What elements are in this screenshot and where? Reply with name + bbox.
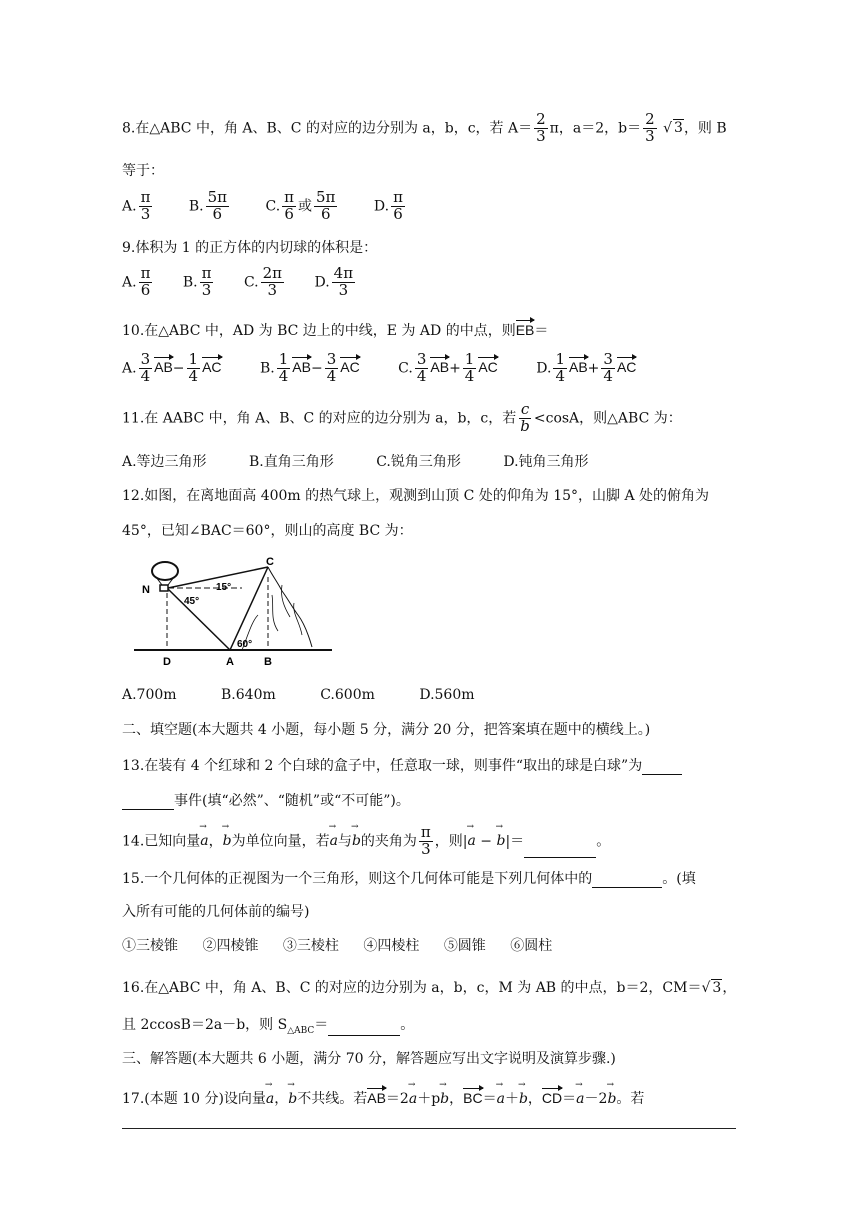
answer-blank[interactable] (592, 887, 662, 888)
q9-text: 9.体积为 1 的正方体的内切球的体积是： (122, 240, 378, 256)
option-d: D. $\frac{1}{4}$ AB+ $\frac{3}{4}$ AC (536, 350, 637, 385)
answer-blank[interactable] (524, 857, 596, 858)
angle-45: 45° (184, 596, 200, 607)
label-a: A (226, 656, 234, 668)
item-2: ②四棱锥 (202, 938, 259, 954)
q15-items (122, 935, 582, 955)
q12-options (122, 687, 505, 703)
option-c: C. $\frac{2\pi}{3}$ (243, 264, 283, 299)
option-a: A.700m (122, 687, 177, 703)
q11-text: 11.在 AABC 中，角 A、B、C 的对应的边分别为 a，b，c，若 $\frac{c}{b}$ <cosA，则△ABC 为： (122, 400, 682, 435)
q8-options (122, 190, 437, 223)
option-b: B. $\frac{1}{4}$ AB− $\frac{3}{4}$ AC (259, 350, 360, 385)
option-a: A.等边三角形 (122, 454, 207, 470)
option-c: C.600m (320, 687, 375, 703)
item-4: ④四棱柱 (363, 938, 420, 954)
q13-line1: 13.在装有 4 个红球和 2 个白球的盒子中，任意取一球，则事件“取出的球是白球”为 (122, 755, 682, 775)
option-b: B.直角三角形 (249, 454, 334, 470)
q12-line2: 45°，已知∠BAC＝60°，则山的高度 BC 为： (122, 523, 413, 539)
fraction: $\frac{2}{3}$ (536, 110, 546, 145)
sqrt-symbol: √ (663, 120, 673, 137)
option-c: C. $\frac{3}{4}$ AB+ $\frac{1}{4}$ AC (398, 350, 498, 385)
section-2-heading: 二、填空题(本大题共 4 小题，每小题 5 分，满分 20 分，把答案填在题中的横线上。) (122, 722, 651, 738)
label-c: C (266, 556, 274, 568)
item-1: ①三棱锥 (122, 938, 178, 954)
q10-text: 10.在△ABC 中，AD 为 BC 边上的中线，E 为 AD 的中点，则EB＝ (122, 322, 549, 339)
option-b: B. $\frac{5\pi}{6}$ (188, 188, 228, 223)
label-b: B (264, 656, 272, 668)
label-d: D (163, 656, 171, 668)
q17-text: 17.(本题 10 分)设向量a →，b →不共线。若AB＝2a →＋pb →，BC＝a →＋b →，CD＝a →－2b →。若 (122, 1088, 644, 1108)
q14-text: 14.已知向量a →，b →为单位向量，若a →与b →的夹角为 $\frac{\pi}{3}$ ，则|a → − b →|＝ 。 (122, 825, 610, 858)
option-d: D.560m (419, 687, 475, 703)
option-a: A. $\frac{3}{4}$ AB− $\frac{1}{4}$ AC (122, 350, 222, 385)
item-6: ⑥圆柱 (510, 938, 553, 954)
q8-line: 8.在△ABC 中，角 A、B、C 的对应的边分别为 a，b，c，若 A＝ $\frac{2}{3}$ π，a＝2，b＝ $\frac{2}{3}$ √ 3，则 B (122, 110, 727, 145)
q16-line1: 16.在△ABC 中，角 A、B、C 的对应的边分别为 a，b，c，M 为 AB 的中点，b＝2，CM＝√ 3， (122, 980, 737, 996)
option-a: A. $\frac{\pi}{3}$ (122, 188, 151, 223)
q11-options (122, 451, 619, 471)
q15-line2: 入所有可能的几何体前的编号) (122, 904, 310, 920)
q10-options (122, 352, 666, 385)
label-n: N (142, 584, 150, 596)
option-d: D. $\frac{\pi}{6}$ (373, 188, 403, 223)
option-c: C.锐角三角形 (376, 454, 461, 470)
section-3-heading: 三、解答题(本大题共 6 小题，满分 70 分，解答题应写出文字说明及演算步骤.) (122, 1051, 616, 1067)
answer-blank[interactable] (328, 1035, 400, 1036)
item-3: ③三棱柱 (282, 938, 339, 954)
angle-60: 60° (237, 639, 253, 650)
balloon-mountain-figure (132, 555, 337, 670)
answer-blank[interactable] (642, 774, 682, 775)
mountain-outline (268, 567, 312, 647)
footer-rule (122, 1128, 736, 1129)
q9-options (122, 266, 387, 299)
q15-line1: 15.一个几何体的正视图为一个三角形，则这个几何体可能是下列几何体中的 。(填 (122, 871, 696, 887)
sqrt-symbol: √ (701, 980, 711, 996)
q16-line2: 且 2ccosB＝2a－b，则 $S_{\triangle ABC}=$ 。 (122, 1017, 415, 1036)
option-b: B. $\frac{\pi}{3}$ (182, 264, 212, 299)
angle-15: 15° (216, 582, 232, 593)
option-c: C. $\frac{\pi}{6}$ 或 $\frac{5\pi}{6}$ (265, 188, 336, 223)
q8-continuation: 等于： (122, 163, 164, 179)
basket (160, 585, 168, 591)
option-d: D. $\frac{4\pi}{3}$ (314, 264, 354, 299)
q13-line2: 事件(填“必然”、“随机”或“不可能”)。 (122, 790, 410, 810)
q8-text: 8.在△ABC 中，角 A、B、C 的对应的边分别为 a，b，c，若 A＝ (122, 120, 533, 137)
item-5: ⑤圆锥 (443, 938, 486, 954)
vector-eb: EB (515, 322, 535, 338)
option-d: D.钝角三角形 (503, 454, 589, 470)
line-ac (230, 567, 268, 650)
q12-line1: 12.如图，在离地面高 400m 的热气球上，观测到山顶 C 处的仰角为 15°，山脚 A 处的俯角为 (122, 488, 710, 504)
option-b: B.640m (221, 687, 276, 703)
answer-blank[interactable] (122, 809, 174, 810)
fraction: $\frac{2}{3}$ (645, 110, 655, 145)
option-a: A. $\frac{\pi}{6}$ (122, 264, 151, 299)
